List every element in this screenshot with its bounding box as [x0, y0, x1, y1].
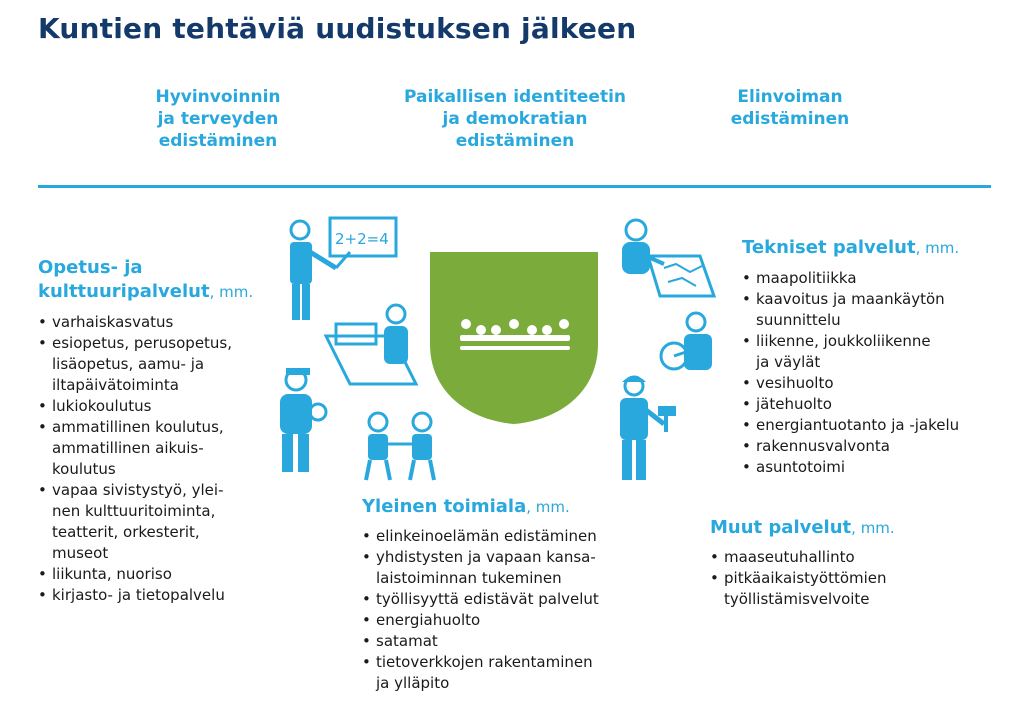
- list-item: [362, 589, 652, 610]
- item-line: • jätehuolto: [756, 395, 832, 413]
- list-item: [742, 415, 1002, 436]
- list-item: [710, 568, 970, 610]
- other-list: [710, 547, 970, 610]
- goal-line: edistäminen: [158, 131, 278, 151]
- construction-worker-icon: [606, 370, 682, 484]
- item-line: iltapäivätoiminta: [52, 376, 179, 394]
- item-line: museot: [52, 544, 109, 562]
- item-line: lisäopetus, aamu- ja: [52, 355, 205, 373]
- list-item: [38, 312, 288, 333]
- list-item: [38, 396, 288, 417]
- goal-line: Paikallisen identiteetin: [403, 87, 627, 107]
- item-line: ja ylläpito: [376, 674, 450, 692]
- other-heading: [710, 516, 895, 540]
- goal-line: ja terveyden: [157, 109, 279, 129]
- heading-text: Yleinen toimiala: [362, 496, 527, 517]
- list-item: [38, 480, 288, 564]
- item-line: ammatillinen aikuis-: [52, 439, 204, 457]
- item-line: • yhdistysten ja vapaan kansa-: [376, 548, 596, 566]
- item-line: ja väylät: [756, 353, 821, 371]
- item-line: työllistämisvelvoite: [724, 590, 870, 608]
- children-icon: [356, 410, 446, 482]
- item-line: nen kulttuuritoiminta,: [52, 502, 216, 520]
- list-item: [742, 268, 1002, 289]
- item-line: • rakennusvalvonta: [756, 437, 890, 455]
- reading-student-icon: [322, 296, 422, 388]
- item-line: • vesihuolto: [756, 374, 834, 392]
- heading-text: kulttuuripalvelut: [38, 281, 210, 302]
- page-title: Kuntien tehtäviä uudistuksen jälkeen: [38, 12, 637, 45]
- general-list: [362, 526, 652, 694]
- list-item: [742, 436, 1002, 457]
- goal-identity: [380, 86, 650, 152]
- item-line: teatterit, orkesterit,: [52, 523, 200, 541]
- education-list: [38, 312, 288, 606]
- technical-heading: [742, 236, 959, 260]
- list-item: [362, 631, 652, 652]
- item-line: • tietoverkkojen rakentaminen: [376, 653, 593, 671]
- list-item: [362, 652, 652, 694]
- list-item: [38, 417, 288, 480]
- heading-line: [742, 236, 959, 260]
- item-line: • varhaiskasvatus: [52, 313, 174, 331]
- planner-icon: [612, 216, 716, 302]
- heading-line: [362, 495, 570, 519]
- item-line: • liikunta, nuoriso: [52, 565, 172, 583]
- general-heading: [362, 495, 570, 519]
- list-item: [38, 585, 288, 606]
- heading-text: Tekniset palvelut: [742, 237, 916, 258]
- boy-icon: [268, 364, 334, 476]
- item-line: • työllisyyttä edistävät palvelut: [376, 590, 599, 608]
- item-line: • energiantuotanto ja -jakelu: [756, 416, 960, 434]
- list-item: [38, 564, 288, 585]
- heading-suffix: , mm.: [851, 519, 895, 537]
- blackboard-text: 2+2=4: [335, 230, 389, 248]
- heading-suffix: , mm.: [209, 283, 254, 301]
- heading-line: [710, 516, 895, 540]
- goal-line: Hyvinvoinnin: [155, 87, 281, 107]
- list-item: [742, 394, 1002, 415]
- heading-line: Opetus- ja: [38, 257, 143, 278]
- item-line: • esiopetus, perusopetus,: [52, 334, 233, 352]
- item-line: laistoiminnan tukeminen: [376, 569, 562, 587]
- item-line: • asuntotoimi: [756, 458, 846, 476]
- goal-line: Elinvoiman: [737, 87, 843, 107]
- list-item: [742, 373, 1002, 394]
- item-line: • kaavoitus ja maankäytön: [756, 290, 945, 308]
- list-item: [742, 331, 1002, 373]
- education-heading: [38, 256, 253, 304]
- item-line: • kirjasto- ja tietopalvelu: [52, 586, 225, 604]
- list-item: [38, 333, 288, 396]
- item-line: • energiahuolto: [376, 611, 481, 629]
- goal-vitality: [710, 86, 870, 130]
- heading-line: [38, 280, 253, 304]
- heading-suffix: , mm.: [915, 239, 960, 257]
- heading-suffix: , mm.: [526, 498, 570, 516]
- divider-line: [38, 185, 991, 188]
- item-line: • ammatillinen koulutus,: [52, 418, 224, 436]
- list-item: [362, 610, 652, 631]
- technical-list: [742, 268, 1002, 478]
- item-line: • liikenne, joukkoliikenne: [756, 332, 931, 350]
- list-item: [362, 547, 652, 589]
- item-line: • maapolitiikka: [756, 269, 857, 287]
- item-line: • elinkeinoelämän edistäminen: [376, 527, 597, 545]
- heading-text: Muut palvelut: [710, 517, 852, 538]
- item-line: koulutus: [52, 460, 116, 478]
- item-line: • lukiokoulutus: [52, 397, 152, 415]
- list-item: [362, 526, 652, 547]
- goal-wellbeing: [128, 86, 308, 152]
- item-line: • maaseutuhallinto: [724, 548, 855, 566]
- item-line: • pitkäaikaistyöttömien: [724, 569, 887, 587]
- goal-line: ja demokratian: [442, 109, 588, 129]
- item-line: • vapaa sivistystyö, ylei-: [52, 481, 224, 499]
- item-line: suunnittelu: [756, 311, 841, 329]
- goal-line: edistäminen: [455, 131, 575, 151]
- municipality-shield-icon: [430, 252, 598, 424]
- item-line: • satamat: [376, 632, 438, 650]
- list-item: [710, 547, 970, 568]
- list-item: [742, 457, 1002, 478]
- goal-line: edistäminen: [730, 109, 850, 129]
- list-item: [742, 289, 1002, 331]
